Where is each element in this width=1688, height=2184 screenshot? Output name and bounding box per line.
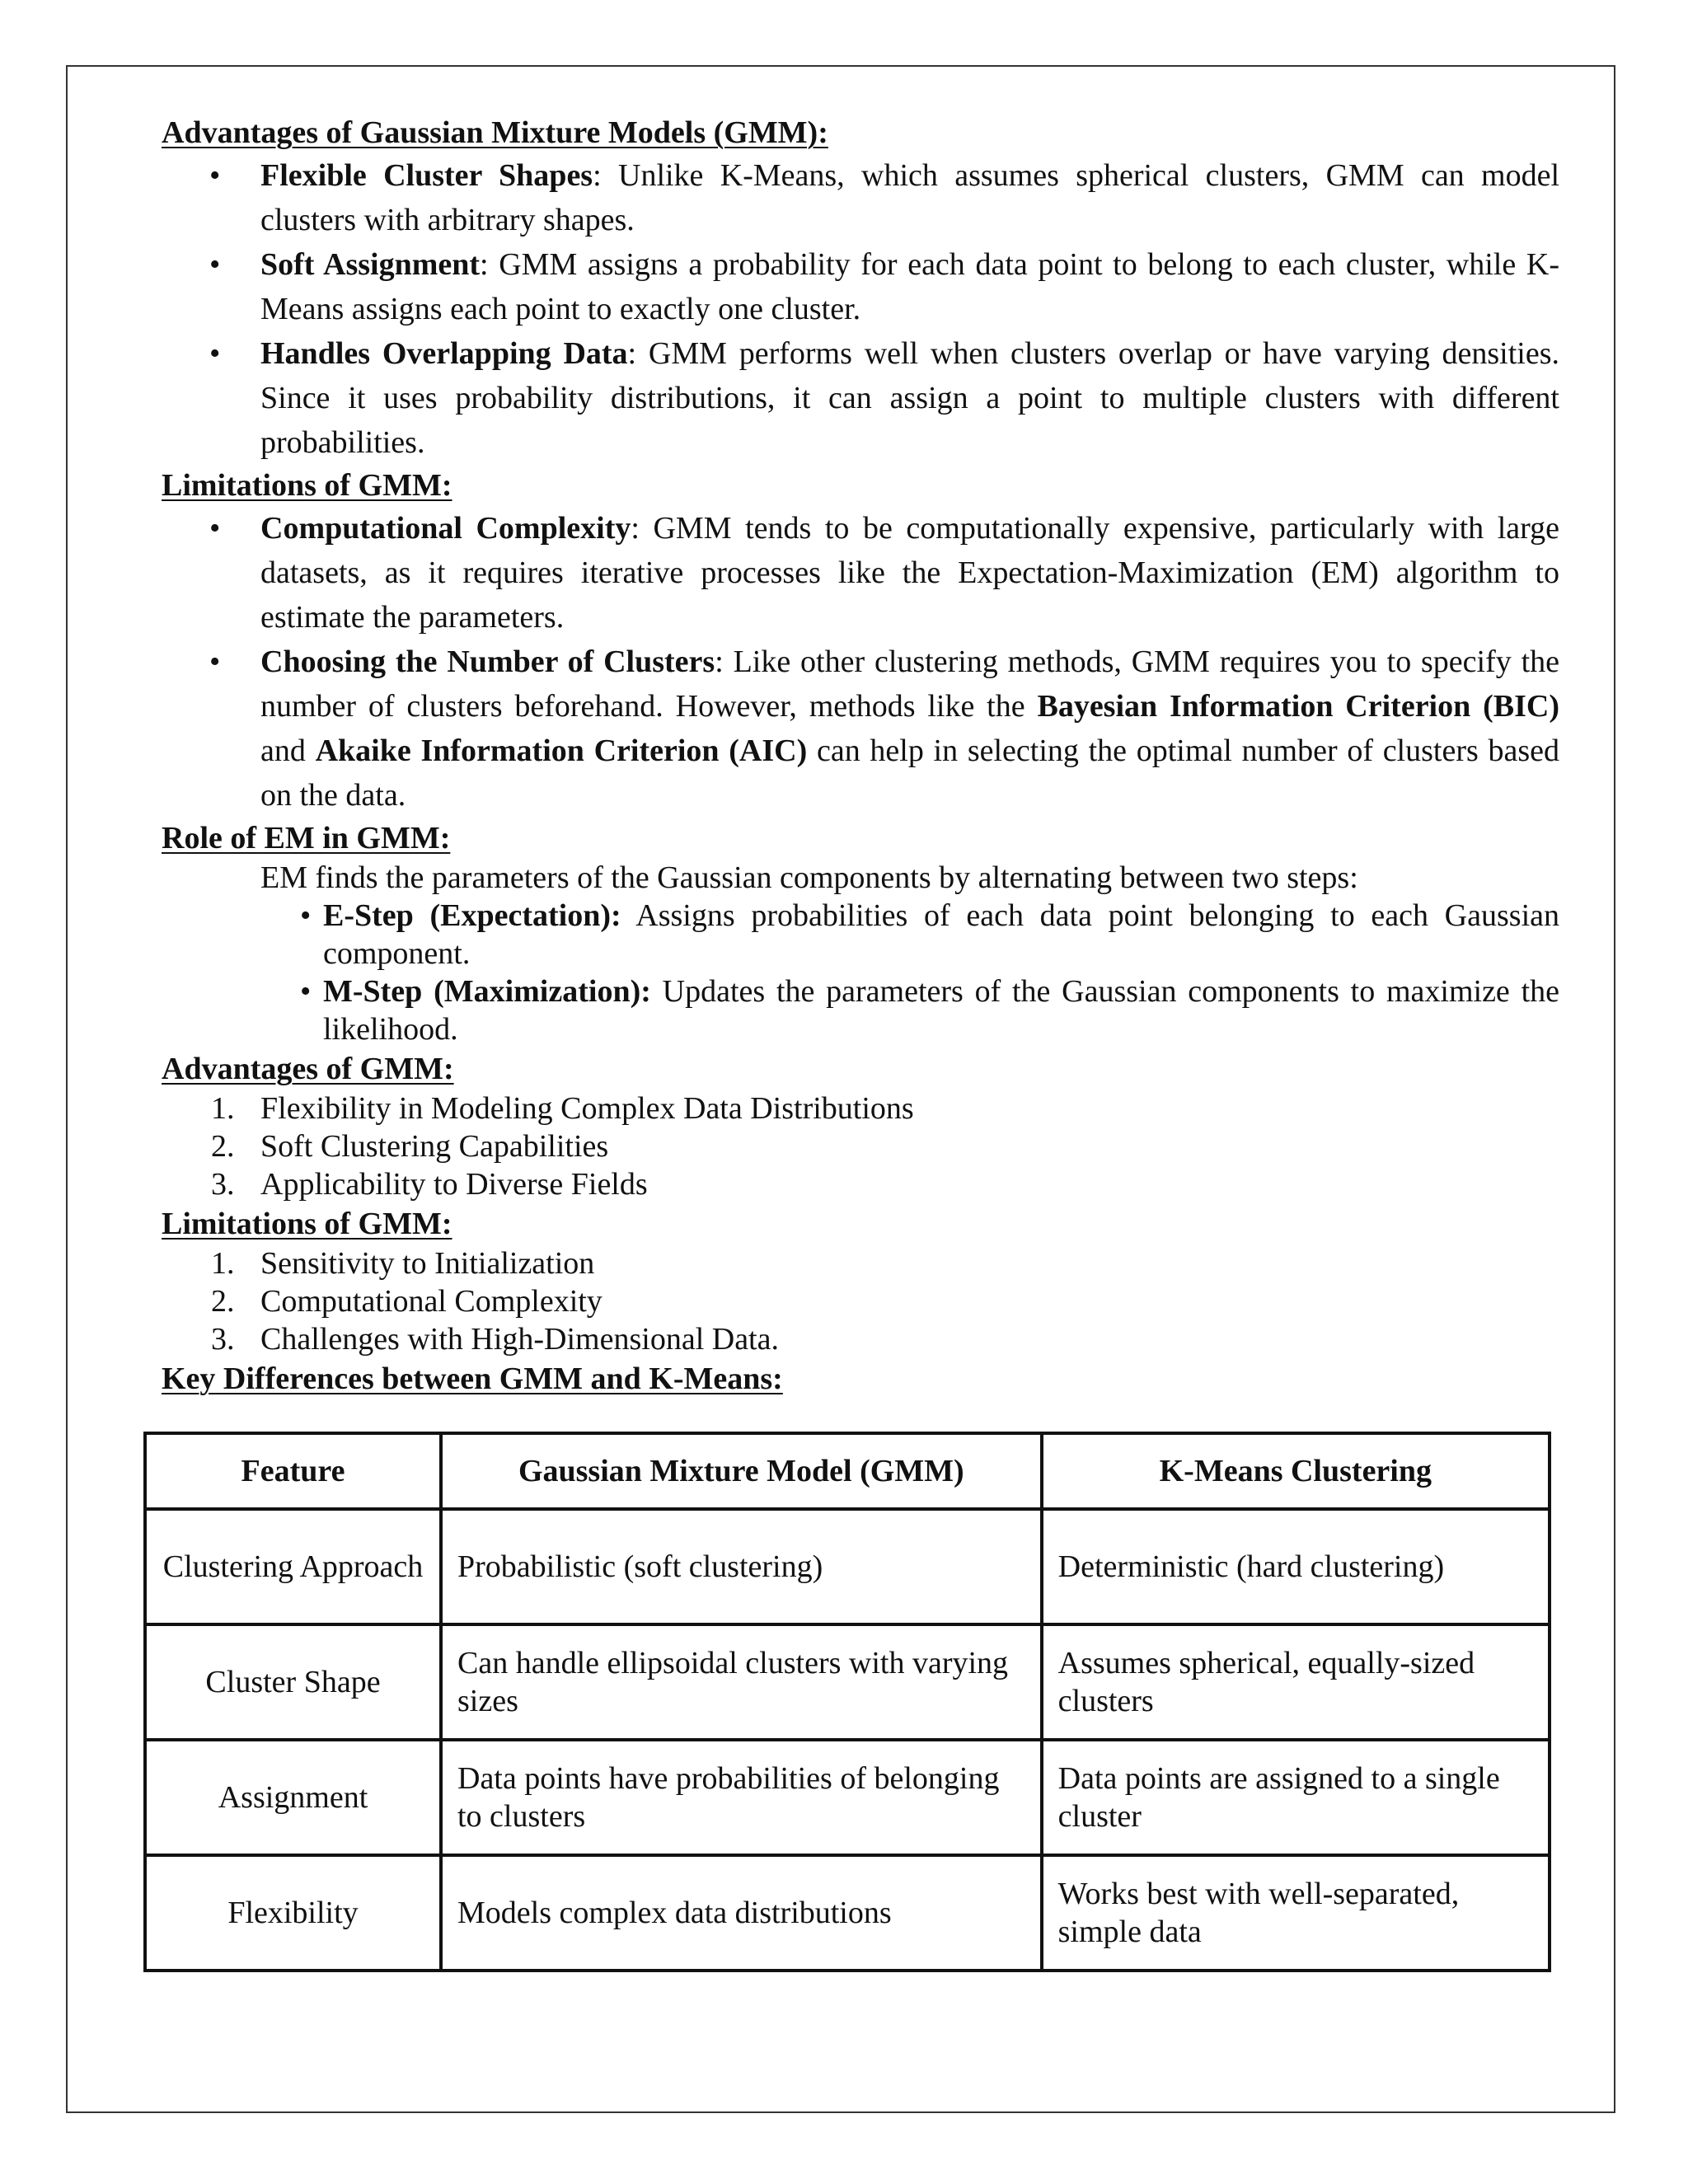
item-text: : Unlike K-Means, which assumes spherical clusters, GMM can model clusters with arbitrary shapes. <box>260 158 1560 237</box>
item-term: Handles Overlapping Data <box>260 336 628 371</box>
list-item <box>162 1090 1559 1127</box>
gmm-cell: Models complex data distributions <box>441 1855 1042 1971</box>
list-item <box>162 1244 1559 1282</box>
list-item <box>162 242 1559 331</box>
heading-role-of-em: Role of EM in GMM: <box>162 821 451 855</box>
limitations-detail-list <box>162 506 1559 818</box>
table-header-row <box>145 1433 1550 1509</box>
list-item <box>162 972 1559 1048</box>
item-text: and <box>260 733 316 768</box>
kmeans-cell: Assumes spherical, equally-sized clusters <box>1042 1624 1550 1740</box>
list-item <box>162 897 1559 972</box>
table-row <box>145 1509 1550 1624</box>
feature-cell: Assignment <box>145 1740 441 1855</box>
step-term: M-Step (Maximization): <box>323 974 651 1009</box>
item-text: : GMM performs well when clusters overlap or have varying densities. Since it uses probability distributions, it can assign a point to multiple clusters with different probabilities. <box>260 336 1559 460</box>
list-item <box>162 1127 1559 1165</box>
table-row <box>145 1855 1550 1971</box>
gmm-cell: Probabilistic (soft clustering) <box>441 1509 1042 1624</box>
heading-advantages-short: Advantages of GMM: <box>162 1052 454 1086</box>
item-text: : GMM tends to be computationally expensive, particularly with large datasets, as it requires iterative processes like the Expectation-Maximization (EM) algorithm to estimate the parameters. <box>260 511 1559 635</box>
heading-limitations-gmm: Limitations of GMM: <box>162 468 452 503</box>
item-text: Challenges with High-Dimensional Data. <box>260 1322 779 1357</box>
list-item <box>162 1165 1559 1203</box>
heading-key-differences: Key Differences between GMM and K-Means: <box>162 1361 783 1396</box>
item-text: Applicability to Diverse Fields <box>260 1167 648 1202</box>
item-number: 2. <box>211 1284 235 1319</box>
aic-term: Akaike Information Criterion (AIC) <box>315 733 808 768</box>
bic-term: Bayesian Information Criterion (BIC) <box>1037 689 1559 724</box>
gmm-cell: Data points have probabilities of belonging to clusters <box>441 1740 1042 1855</box>
step-text: Assigns probabilities of each data point belonging to each Gaussian component. <box>323 898 1559 971</box>
column-header-feature: Feature <box>145 1433 441 1509</box>
item-text: : Like other clustering methods, GMM requires you to specify the number of clusters beforehand. However, methods like the <box>260 644 1560 724</box>
bullet-icon: • <box>209 336 221 371</box>
item-text: Soft Clustering Capabilities <box>260 1129 609 1164</box>
item-text: Flexibility in Modeling Complex Data Distributions <box>260 1091 914 1126</box>
bullet-icon: • <box>209 644 221 679</box>
item-text: Sensitivity to Initialization <box>260 1246 595 1281</box>
bullet-icon: • <box>209 247 221 282</box>
comparison-table <box>143 1432 1551 1972</box>
item-text: Computational Complexity <box>260 1284 603 1319</box>
step-term: E-Step (Expectation): <box>323 898 621 933</box>
list-item <box>162 640 1559 818</box>
item-term: Flexible Cluster Shapes <box>260 158 593 193</box>
item-term: Soft Assignment <box>260 247 481 282</box>
list-item <box>162 1320 1559 1358</box>
item-term: Choosing the Number of Clusters <box>260 644 715 679</box>
kmeans-cell: Deterministic (hard clustering) <box>1042 1509 1550 1624</box>
feature-cell: Clustering Approach <box>145 1509 441 1624</box>
bullet-icon: • <box>300 974 312 1009</box>
bullet-icon: • <box>300 898 312 933</box>
bullet-icon: • <box>209 511 221 546</box>
item-number: 3. <box>211 1167 235 1202</box>
feature-cell: Cluster Shape <box>145 1624 441 1740</box>
table-row <box>145 1624 1550 1740</box>
column-header-kmeans: K-Means Clustering <box>1042 1433 1550 1509</box>
item-text: : GMM assigns a probability for each data point to belong to each cluster, while K-Means assigns each point to exactly one cluster. <box>260 247 1559 326</box>
item-number: 3. <box>211 1322 235 1357</box>
item-number: 1. <box>211 1246 235 1281</box>
document-body <box>162 112 1559 1399</box>
feature-cell: Flexibility <box>145 1855 441 1971</box>
step-text: Updates the parameters of the Gaussian components to maximize the likelihood. <box>323 974 1559 1047</box>
limitations-numbered-list <box>162 1244 1559 1358</box>
advantages-detail-list <box>162 153 1559 465</box>
item-number: 1. <box>211 1091 235 1126</box>
item-term: Computational Complexity <box>260 511 631 546</box>
list-item <box>162 331 1559 465</box>
em-steps-list <box>162 897 1559 1048</box>
heading-advantages-gmm: Advantages of Gaussian Mixture Models (GMM): <box>162 115 828 150</box>
item-text: can help in selecting the optimal number of clusters based on the data. <box>260 733 1560 813</box>
kmeans-cell: Data points are assigned to a single cluster <box>1042 1740 1550 1855</box>
table-row <box>145 1740 1550 1855</box>
advantages-numbered-list <box>162 1090 1559 1203</box>
kmeans-cell: Works best with well-separated, simple data <box>1042 1855 1550 1971</box>
column-header-gmm: Gaussian Mixture Model (GMM) <box>441 1433 1042 1509</box>
list-item <box>162 153 1559 242</box>
item-number: 2. <box>211 1129 235 1164</box>
gmm-cell: Can handle ellipsoidal clusters with varying sizes <box>441 1624 1042 1740</box>
list-item <box>162 1282 1559 1320</box>
bullet-icon: • <box>209 158 221 193</box>
list-item <box>162 506 1559 640</box>
heading-limitations-short: Limitations of GMM: <box>162 1207 452 1241</box>
em-intro: EM finds the parameters of the Gaussian components by alternating between two steps: <box>260 860 1358 895</box>
